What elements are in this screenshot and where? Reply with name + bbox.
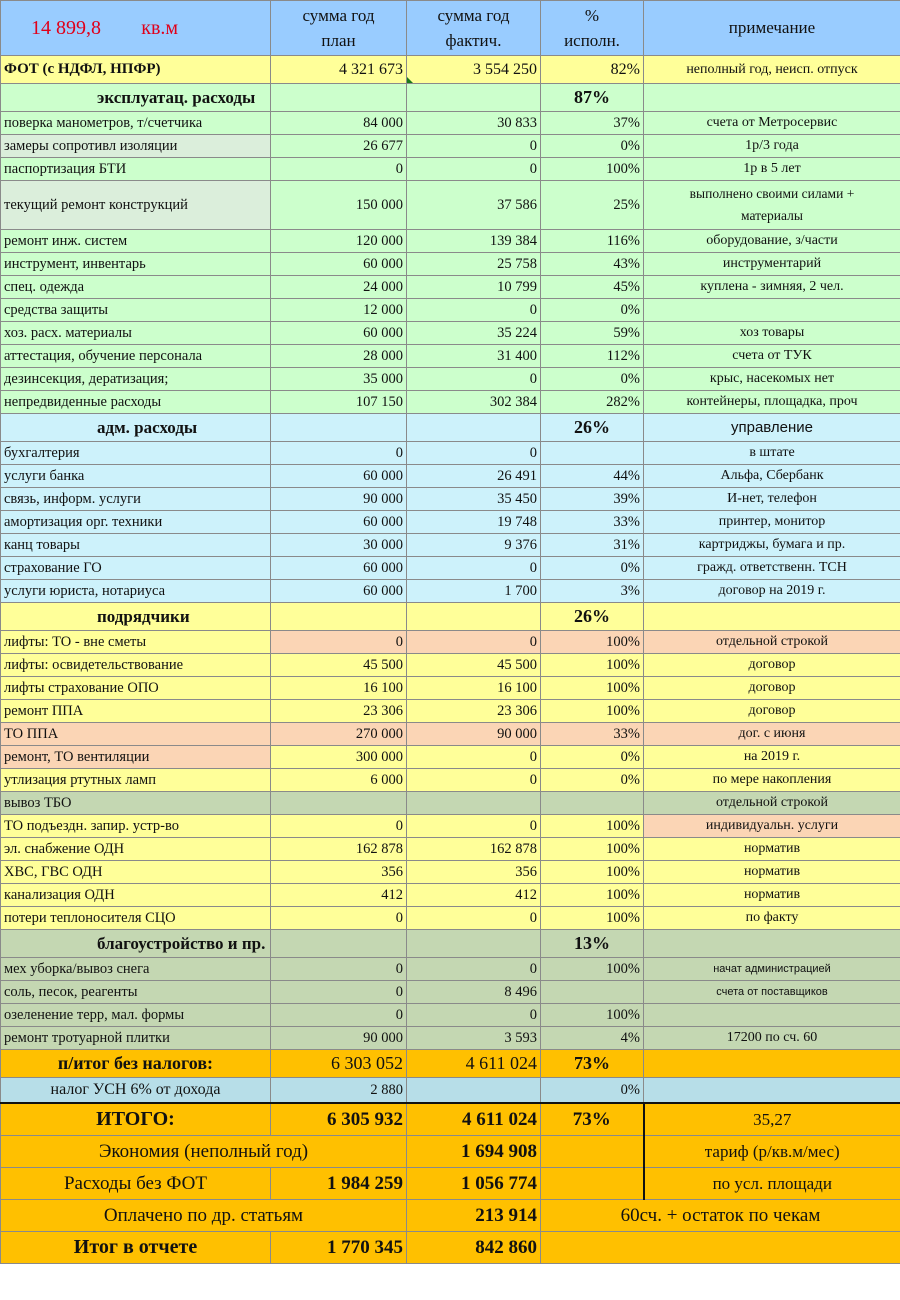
table-row: [1, 511, 900, 534]
row-plan[interactable]: 60 000: [271, 557, 407, 580]
row-name[interactable]: соль, песок, реагенты: [1, 981, 271, 1004]
section-plan-empty[interactable]: [271, 930, 407, 958]
row-plan[interactable]: 12 000: [271, 299, 407, 322]
row-name[interactable]: потери теплоносителя СЦО: [1, 907, 271, 930]
table-row: [1, 230, 900, 253]
section-fact-empty[interactable]: [407, 930, 541, 958]
row-note[interactable]: по мере накопления: [644, 769, 900, 792]
section-note[interactable]: [644, 930, 900, 958]
row-fact[interactable]: 0: [407, 158, 541, 181]
row-pct[interactable]: 100%: [541, 958, 644, 981]
row-name[interactable]: услуги банка: [1, 465, 271, 488]
row-plan[interactable]: 162 878: [271, 838, 407, 861]
row-pct[interactable]: 59%: [541, 322, 644, 345]
row-fact[interactable]: 16 100: [407, 677, 541, 700]
row-fact[interactable]: 0: [407, 958, 541, 981]
table-row: [1, 442, 900, 465]
section-header-sec3: [1, 603, 900, 631]
row-name[interactable]: лифты страхование ОПО: [1, 677, 271, 700]
section-title[interactable]: благоустройство и пр.: [1, 930, 271, 958]
row-pct[interactable]: 44%: [541, 465, 644, 488]
row-plan[interactable]: 24 000: [271, 276, 407, 299]
row-note[interactable]: [644, 299, 900, 322]
row-note[interactable]: начат администрацией: [644, 958, 900, 981]
no-fot-plan[interactable]: 1 984 259: [271, 1168, 407, 1200]
row-plan[interactable]: 60 000: [271, 511, 407, 534]
economy-row: [1, 1136, 900, 1168]
row-plan[interactable]: 90 000: [271, 1027, 407, 1050]
row-pct[interactable]: 100%: [541, 838, 644, 861]
no-fot-row: [1, 1168, 900, 1200]
row-note[interactable]: по факту: [644, 907, 900, 930]
section-header-sec4: [1, 930, 900, 958]
row-name[interactable]: поверка манометров, т/счетчика: [1, 112, 271, 135]
row-plan[interactable]: 60 000: [271, 253, 407, 276]
row-note[interactable]: в штате: [644, 442, 900, 465]
row-pct[interactable]: 0%: [541, 769, 644, 792]
section-note[interactable]: управление: [644, 414, 900, 442]
row-note[interactable]: дог. с июня: [644, 723, 900, 746]
row-fact[interactable]: [407, 792, 541, 815]
area-cell[interactable]: [1, 1, 271, 56]
section-header-sec1: [1, 84, 900, 112]
row-name[interactable]: ТО подъездн. запир. устр-во: [1, 815, 271, 838]
report-total-row: [1, 1232, 900, 1264]
no-fot-fact[interactable]: 1 056 774: [407, 1168, 541, 1200]
paid-other-note[interactable]: 60сч. + остаток по чекам: [541, 1200, 900, 1232]
section-pct[interactable]: 26%: [541, 603, 644, 631]
row-pct[interactable]: 282%: [541, 391, 644, 414]
row-note[interactable]: договор: [644, 654, 900, 677]
col-pct-label: % исполн.: [564, 6, 620, 50]
fot-name[interactable]: ФОТ (с НДФЛ, НПФР): [1, 56, 271, 84]
row-name[interactable]: ХВС, ГВС ОДН: [1, 861, 271, 884]
paid-other-row: [1, 1200, 900, 1232]
report-total-fact[interactable]: 842 860: [407, 1232, 541, 1264]
row-note[interactable]: контейнеры, площадка, проч: [644, 391, 900, 414]
row-fact[interactable]: 9 376: [407, 534, 541, 557]
subtotal-row: [1, 1050, 900, 1078]
row-pct[interactable]: 100%: [541, 1004, 644, 1027]
row-plan[interactable]: 28 000: [271, 345, 407, 368]
tax-pct[interactable]: 0%: [541, 1078, 644, 1104]
section-fact-empty[interactable]: [407, 414, 541, 442]
table-row: [1, 654, 900, 677]
row-note[interactable]: И-нет, телефон: [644, 488, 900, 511]
row-note[interactable]: принтер, монитор: [644, 511, 900, 534]
row-name[interactable]: ремонт тротуарной плитки: [1, 1027, 271, 1050]
row-fact[interactable]: 0: [407, 368, 541, 391]
row-note[interactable]: счета от Метросервис: [644, 112, 900, 135]
row-pct[interactable]: 100%: [541, 884, 644, 907]
row-note[interactable]: договор на 2019 г.: [644, 580, 900, 603]
row-fact[interactable]: 139 384: [407, 230, 541, 253]
row-pct[interactable]: 25%: [541, 181, 644, 230]
col-pct-header[interactable]: [541, 1, 644, 56]
row-note[interactable]: выполнено своими силами + материалы: [644, 181, 900, 230]
no-fot-label[interactable]: Расходы без ФОТ: [1, 1168, 271, 1200]
tariff-label[interactable]: тариф (р/кв.м/мес): [644, 1136, 900, 1168]
section-plan-empty[interactable]: [271, 414, 407, 442]
row-plan[interactable]: 30 000: [271, 534, 407, 557]
row-name[interactable]: паспортизация БТИ: [1, 158, 271, 181]
row-name[interactable]: канализация ОДН: [1, 884, 271, 907]
row-name[interactable]: замеры сопротивл изоляции: [1, 135, 271, 158]
row-pct[interactable]: 33%: [541, 723, 644, 746]
row-name[interactable]: спец. одежда: [1, 276, 271, 299]
row-note[interactable]: 1р в 5 лет: [644, 158, 900, 181]
table-row: [1, 1004, 900, 1027]
row-plan[interactable]: 300 000: [271, 746, 407, 769]
row-fact[interactable]: 0: [407, 769, 541, 792]
row-plan[interactable]: 270 000: [271, 723, 407, 746]
subtotal-pct[interactable]: 73%: [541, 1050, 644, 1078]
area-unit: кв.м: [141, 16, 179, 39]
row-note[interactable]: [644, 1004, 900, 1027]
row-fact[interactable]: 26 491: [407, 465, 541, 488]
row-fact[interactable]: 30 833: [407, 112, 541, 135]
row-plan[interactable]: 0: [271, 631, 407, 654]
section-fact-empty[interactable]: [407, 84, 541, 112]
table-row: [1, 158, 900, 181]
total-fact[interactable]: 4 611 024: [407, 1103, 541, 1136]
row-plan[interactable]: 60 000: [271, 580, 407, 603]
row-pct[interactable]: 33%: [541, 511, 644, 534]
section-header-sec2: [1, 414, 900, 442]
row-pct[interactable]: 100%: [541, 158, 644, 181]
row-name[interactable]: услуги юриста, нотариуса: [1, 580, 271, 603]
row-fact[interactable]: 19 748: [407, 511, 541, 534]
table-row: [1, 981, 900, 1004]
row-pct[interactable]: 37%: [541, 112, 644, 135]
tax-plan[interactable]: 2 880: [271, 1078, 407, 1104]
total-row: [1, 1103, 900, 1136]
table-row: [1, 112, 900, 135]
row-name[interactable]: ремонт, ТО вентиляции: [1, 746, 271, 769]
row-pct[interactable]: 45%: [541, 276, 644, 299]
row-name[interactable]: бухгалтерия: [1, 442, 271, 465]
row-plan[interactable]: 0: [271, 442, 407, 465]
row-name[interactable]: лифты: ТО - вне сметы: [1, 631, 271, 654]
row-fact[interactable]: 90 000: [407, 723, 541, 746]
row-pct[interactable]: 39%: [541, 488, 644, 511]
row-name[interactable]: амортизация орг. техники: [1, 511, 271, 534]
row-name[interactable]: озеленение терр, мал. формы: [1, 1004, 271, 1027]
row-plan[interactable]: 0: [271, 1004, 407, 1027]
row-pct[interactable]: 116%: [541, 230, 644, 253]
row-fact[interactable]: 23 306: [407, 700, 541, 723]
economy-pct-empty[interactable]: [541, 1136, 644, 1168]
row-plan[interactable]: 0: [271, 981, 407, 1004]
col-plan-label: сумма год план: [302, 6, 375, 50]
table-row: [1, 557, 900, 580]
row-fact[interactable]: 0: [407, 1004, 541, 1027]
table-row: [1, 884, 900, 907]
row-plan[interactable]: [271, 792, 407, 815]
table-row: [1, 815, 900, 838]
row-note[interactable]: крыс, насекомых нет: [644, 368, 900, 391]
row-note[interactable]: оборудование, з/части: [644, 230, 900, 253]
row-note[interactable]: на 2019 г.: [644, 746, 900, 769]
economy-label[interactable]: Экономия (неполный год): [1, 1136, 407, 1168]
subtotal-fact[interactable]: 4 611 024: [407, 1050, 541, 1078]
total-plan[interactable]: 6 305 932: [271, 1103, 407, 1136]
col-plan-header[interactable]: [271, 1, 407, 56]
row-name[interactable]: страхование ГО: [1, 557, 271, 580]
row-plan[interactable]: 26 677: [271, 135, 407, 158]
table-row: [1, 838, 900, 861]
tax-fact[interactable]: [407, 1078, 541, 1104]
table-row: [1, 181, 900, 230]
paid-other-fact[interactable]: 213 914: [407, 1200, 541, 1232]
col-fact-label: сумма год фактич.: [437, 6, 510, 50]
section-pct[interactable]: 26%: [541, 414, 644, 442]
tax-row: [1, 1078, 900, 1104]
total-pct[interactable]: 73%: [541, 1103, 644, 1136]
row-plan[interactable]: 107 150: [271, 391, 407, 414]
row-pct[interactable]: 0%: [541, 746, 644, 769]
table-row: [1, 700, 900, 723]
fot-row: [1, 56, 900, 84]
row-note[interactable]: хоз товары: [644, 322, 900, 345]
fot-fact[interactable]: 3 554 250: [407, 56, 541, 84]
table-row: [1, 723, 900, 746]
row-fact[interactable]: 45 500: [407, 654, 541, 677]
row-fact[interactable]: 35 224: [407, 322, 541, 345]
row-note[interactable]: инструментарий: [644, 253, 900, 276]
row-name[interactable]: аттестация, обучение персонала: [1, 345, 271, 368]
row-name[interactable]: ТО ППА: [1, 723, 271, 746]
row-note[interactable]: норматив: [644, 884, 900, 907]
row-pct[interactable]: 100%: [541, 861, 644, 884]
section-note[interactable]: [644, 84, 900, 112]
area-value: 14 899,8: [31, 16, 101, 39]
row-name[interactable]: эл. снабжение ОДН: [1, 838, 271, 861]
row-name[interactable]: утлизация ртутных ламп: [1, 769, 271, 792]
row-pct[interactable]: 112%: [541, 345, 644, 368]
row-pct[interactable]: 100%: [541, 907, 644, 930]
row-name[interactable]: средства защиты: [1, 299, 271, 322]
table-row: [1, 465, 900, 488]
header-row: [1, 1, 900, 56]
table-row: [1, 368, 900, 391]
fot-pct[interactable]: 82%: [541, 56, 644, 84]
row-pct[interactable]: [541, 442, 644, 465]
row-pct[interactable]: 0%: [541, 368, 644, 391]
row-plan[interactable]: 412: [271, 884, 407, 907]
row-plan[interactable]: 0: [271, 907, 407, 930]
table-row: [1, 861, 900, 884]
row-pct[interactable]: [541, 981, 644, 1004]
fot-plan[interactable]: 4 321 673: [271, 56, 407, 84]
section-note[interactable]: [644, 603, 900, 631]
section-fact-empty[interactable]: [407, 603, 541, 631]
row-name[interactable]: хоз. расх. материалы: [1, 322, 271, 345]
row-fact[interactable]: 1 700: [407, 580, 541, 603]
row-fact[interactable]: 302 384: [407, 391, 541, 414]
table-row: [1, 488, 900, 511]
row-pct[interactable]: 31%: [541, 534, 644, 557]
row-name[interactable]: ремонт инж. систем: [1, 230, 271, 253]
row-note[interactable]: отдельной строкой: [644, 631, 900, 654]
row-fact[interactable]: 8 496: [407, 981, 541, 1004]
col-fact-header[interactable]: [407, 1, 541, 56]
row-plan[interactable]: 90 000: [271, 488, 407, 511]
row-plan[interactable]: 0: [271, 958, 407, 981]
row-fact[interactable]: 10 799: [407, 276, 541, 299]
table-row: [1, 580, 900, 603]
tariff-basis[interactable]: по усл. площади: [644, 1168, 900, 1200]
row-note[interactable]: договор: [644, 677, 900, 700]
section-title[interactable]: адм. расходы: [1, 414, 271, 442]
row-pct[interactable]: 100%: [541, 700, 644, 723]
section-plan-empty[interactable]: [271, 84, 407, 112]
no-fot-pct-empty[interactable]: [541, 1168, 644, 1200]
row-note[interactable]: норматив: [644, 838, 900, 861]
row-pct[interactable]: 4%: [541, 1027, 644, 1050]
col-note-label: примечание: [728, 18, 816, 37]
paid-other-label[interactable]: Оплачено по др. статьям: [1, 1200, 407, 1232]
row-pct[interactable]: 100%: [541, 631, 644, 654]
subtotal-note[interactable]: [644, 1050, 900, 1078]
row-pct[interactable]: 0%: [541, 135, 644, 158]
row-plan[interactable]: 6 000: [271, 769, 407, 792]
section-title[interactable]: эксплуатац. расходы: [1, 84, 271, 112]
row-note[interactable]: отдельной строкой: [644, 792, 900, 815]
table-row: [1, 299, 900, 322]
table-row: [1, 534, 900, 557]
row-name[interactable]: дезинсекция, дератизация;: [1, 368, 271, 391]
row-fact[interactable]: 162 878: [407, 838, 541, 861]
row-plan[interactable]: 60 000: [271, 465, 407, 488]
row-pct[interactable]: 0%: [541, 557, 644, 580]
table-row: [1, 958, 900, 981]
row-pct[interactable]: 43%: [541, 253, 644, 276]
row-fact[interactable]: 0: [407, 557, 541, 580]
table-row: [1, 253, 900, 276]
row-note[interactable]: картриджы, бумага и пр.: [644, 534, 900, 557]
row-plan[interactable]: 23 306: [271, 700, 407, 723]
total-label[interactable]: ИТОГО:: [1, 1103, 271, 1136]
col-note-header[interactable]: [644, 1, 900, 56]
table-row: [1, 769, 900, 792]
row-fact[interactable]: 356: [407, 861, 541, 884]
row-fact[interactable]: 412: [407, 884, 541, 907]
row-pct[interactable]: 3%: [541, 580, 644, 603]
section-pct[interactable]: 87%: [541, 84, 644, 112]
report-total-note-empty[interactable]: [541, 1232, 900, 1264]
row-name[interactable]: мех уборка/вывоз снега: [1, 958, 271, 981]
row-plan[interactable]: 0: [271, 815, 407, 838]
tariff-value[interactable]: 35,27: [644, 1103, 900, 1136]
row-note[interactable]: счета от поставщиков: [644, 981, 900, 1004]
row-pct[interactable]: 0%: [541, 299, 644, 322]
table-row: [1, 1027, 900, 1050]
table-row: [1, 135, 900, 158]
row-fact[interactable]: 31 400: [407, 345, 541, 368]
row-note[interactable]: норматив: [644, 861, 900, 884]
row-plan[interactable]: 16 100: [271, 677, 407, 700]
row-fact[interactable]: 0: [407, 631, 541, 654]
row-name[interactable]: текущий ремонт конструкций: [1, 181, 271, 230]
section-pct[interactable]: 13%: [541, 930, 644, 958]
row-name[interactable]: канц товары: [1, 534, 271, 557]
fot-note[interactable]: неполный год, неисп. отпуск: [644, 56, 900, 84]
table-row: [1, 746, 900, 769]
row-note[interactable]: 17200 по сч. 60: [644, 1027, 900, 1050]
row-fact[interactable]: 0: [407, 442, 541, 465]
section-plan-empty[interactable]: [271, 603, 407, 631]
subtotal-plan[interactable]: 6 303 052: [271, 1050, 407, 1078]
table-row: [1, 345, 900, 368]
row-name[interactable]: непредвиденные расходы: [1, 391, 271, 414]
row-fact[interactable]: 0: [407, 815, 541, 838]
row-plan[interactable]: 150 000: [271, 181, 407, 230]
row-fact[interactable]: 35 450: [407, 488, 541, 511]
row-plan[interactable]: 35 000: [271, 368, 407, 391]
table-row: [1, 276, 900, 299]
tax-label[interactable]: налог УСН 6% от дохода: [1, 1078, 271, 1104]
table-row: [1, 322, 900, 345]
row-name[interactable]: инструмент, инвентарь: [1, 253, 271, 276]
row-pct[interactable]: 100%: [541, 815, 644, 838]
row-note[interactable]: счета от ТУК: [644, 345, 900, 368]
row-pct[interactable]: 100%: [541, 677, 644, 700]
row-name[interactable]: лифты: освидетельствование: [1, 654, 271, 677]
row-note[interactable]: гражд. ответственн. ТСН: [644, 557, 900, 580]
row-name[interactable]: ремонт ППА: [1, 700, 271, 723]
row-pct[interactable]: [541, 792, 644, 815]
row-plan[interactable]: 84 000: [271, 112, 407, 135]
row-fact[interactable]: 37 586: [407, 181, 541, 230]
row-plan[interactable]: 0: [271, 158, 407, 181]
row-note[interactable]: куплена - зимняя, 2 чел.: [644, 276, 900, 299]
table-row: [1, 391, 900, 414]
row-plan[interactable]: 356: [271, 861, 407, 884]
economy-fact[interactable]: 1 694 908: [407, 1136, 541, 1168]
table-row: [1, 792, 900, 815]
tax-note[interactable]: [644, 1078, 900, 1104]
row-note[interactable]: 1р/3 года: [644, 135, 900, 158]
row-pct[interactable]: 100%: [541, 654, 644, 677]
row-plan[interactable]: 45 500: [271, 654, 407, 677]
row-fact[interactable]: 0: [407, 907, 541, 930]
report-total-plan[interactable]: 1 770 345: [271, 1232, 407, 1264]
row-name[interactable]: связь, информ. услуги: [1, 488, 271, 511]
row-fact[interactable]: 0: [407, 299, 541, 322]
section-title[interactable]: подрядчики: [1, 603, 271, 631]
row-note[interactable]: индивидуальн. услуги: [644, 815, 900, 838]
row-note[interactable]: договор: [644, 700, 900, 723]
row-fact[interactable]: 3 593: [407, 1027, 541, 1050]
row-plan[interactable]: 60 000: [271, 322, 407, 345]
row-plan[interactable]: 120 000: [271, 230, 407, 253]
table-row: [1, 907, 900, 930]
row-fact[interactable]: 0: [407, 135, 541, 158]
subtotal-label[interactable]: п/итог без налогов:: [1, 1050, 271, 1078]
row-note[interactable]: Альфа, Сбербанк: [644, 465, 900, 488]
row-fact[interactable]: 25 758: [407, 253, 541, 276]
row-name[interactable]: вывоз ТБО: [1, 792, 271, 815]
row-fact[interactable]: 0: [407, 746, 541, 769]
report-total-label[interactable]: Итог в отчете: [1, 1232, 271, 1264]
table-row: [1, 677, 900, 700]
table-row: [1, 631, 900, 654]
